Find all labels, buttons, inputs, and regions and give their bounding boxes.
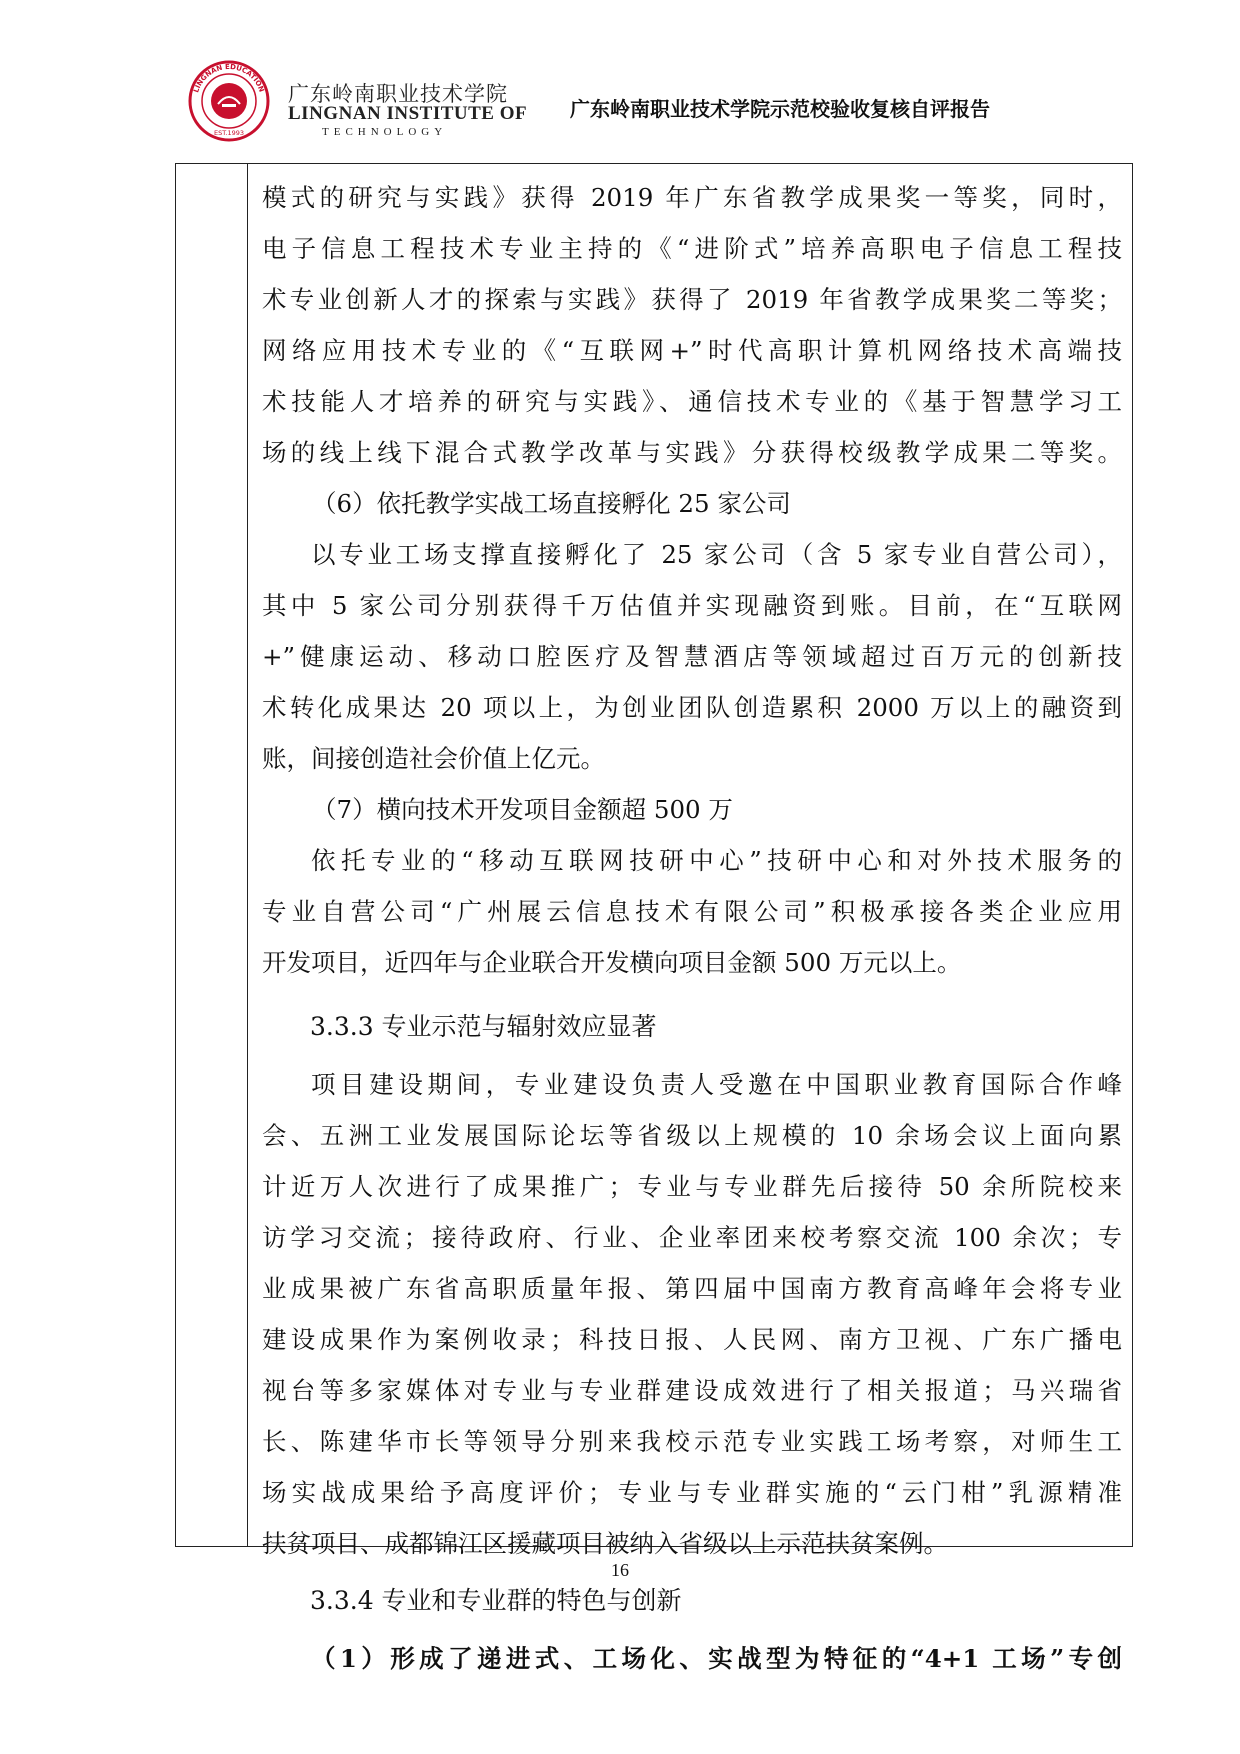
report-title: 广东岭南职业技术学院示范校验收复核自评报告 (570, 97, 990, 121)
body-line: 网络应用技术专业的《“互联网+”时代高职计算机网络技术高端技 (262, 336, 1122, 365)
body-line: 建设成果作为案例收录；科技日报、人民网、南方卫视、广东广播电 (262, 1325, 1122, 1354)
body-line: +”健康运动、移动口腔医疗及智慧酒店等领域超过百万元的创新技 (262, 642, 1122, 671)
institution-name-en: LINGNAN INSTITUTE OF (288, 103, 528, 124)
item-7-heading: （7）横向技术开发项目金额超 500 万 (312, 795, 733, 824)
body-line: 视台等多家媒体对专业与专业群建设成效进行了相关报道；马兴瑞省 (262, 1376, 1122, 1405)
body-line: 扶贫项目、成都锦江区援藏项目被纳入省级以上示范扶贫案例。 (262, 1529, 948, 1558)
body-line: 计近万人次进行了成果推广；专业与专业群先后接待 50 余所院校来 (262, 1172, 1122, 1201)
body-line: 业成果被广东省高职质量年报、第四届中国南方教育高峰年会将专业 (262, 1274, 1122, 1303)
body-line: 术转化成果达 20 项以上，为创业团队创造累积 2000 万以上的融资到 (262, 693, 1122, 722)
body-line: 会、五洲工业发展国际论坛等省级以上规模的 10 余场会议上面向累 (262, 1121, 1122, 1150)
institution-name-cn: 广东岭南职业技术学院 (288, 82, 508, 106)
body-line: 长、陈建华市长等领导分别来我校示范专业实践工场考察，对师生工 (262, 1427, 1122, 1456)
content-cell (262, 172, 1122, 1684)
body-line: 专业自营公司“广州展云信息技术有限公司”积极承接各类企业应用 (262, 897, 1122, 926)
page-header (0, 0, 1240, 150)
page-number: 16 (611, 1560, 629, 1580)
institution-seal-logo (188, 60, 270, 142)
body-line: 电子信息工程技术专业主持的《“进阶式”培养高职电子信息工程技 (262, 234, 1122, 263)
body-line: 以专业工场支撑直接孵化了 25 家公司（含 5 家专业自营公司）， (311, 540, 1122, 569)
section-3-3-4-title: 3.3.4 专业和专业群的特色与创新 (310, 1586, 682, 1615)
body-line: 项目建设期间，专业建设负责人受邀在中国职业教育国际合作峰 (311, 1070, 1122, 1099)
body-line: 其中 5 家公司分别获得千万估值并实现融资到账。目前，在“互联网 (262, 591, 1122, 620)
body-line: 依托专业的“移动互联网技研中心”技研中心和对外技术服务的 (311, 846, 1122, 875)
svg-text:LINGNAN EDUCATION: LINGNAN EDUCATION (192, 62, 266, 94)
section-3-3-3-title: 3.3.3 专业示范与辐射效应显著 (310, 1012, 657, 1041)
body-line: 开发项目，近四年与企业联合开发横向项目金额 500 万元以上。 (262, 948, 962, 977)
body-line: 访学习交流；接待政府、行业、企业率团来校考察交流 100 余次；专 (262, 1223, 1122, 1252)
institution-name-en-sub: TECHNOLOGY (322, 126, 448, 138)
body-line: 场实战成果给予高度评价；专业与专业群实施的“云门柑”乳源精准 (262, 1478, 1122, 1507)
body-line: 模式的研究与实践》获得 2019 年广东省教学成果奖一等奖，同时， (262, 183, 1122, 212)
svg-text:EST.1993: EST.1993 (213, 129, 245, 137)
body-line: 场的线上线下混合式教学改革与实践》分获得校级教学成果二等奖。 (262, 438, 1122, 467)
body-line: 术专业创新人才的探索与实践》获得了 2019 年省教学成果奖二等奖； (262, 285, 1122, 314)
section-3-3-4-item-1: （1）形成了递进式、工场化、实战型为特征的“4+1 工场”专创 (311, 1644, 1122, 1673)
body-line: 账，间接创造社会价值上亿元。 (262, 744, 605, 773)
body-line: 术技能人才培养的研究与实践》、通信技术专业的《基于智慧学习工 (262, 387, 1122, 416)
item-6-heading: （6）依托教学实战工场直接孵化 25 家公司 (312, 489, 791, 518)
table-column-divider (247, 163, 248, 1547)
